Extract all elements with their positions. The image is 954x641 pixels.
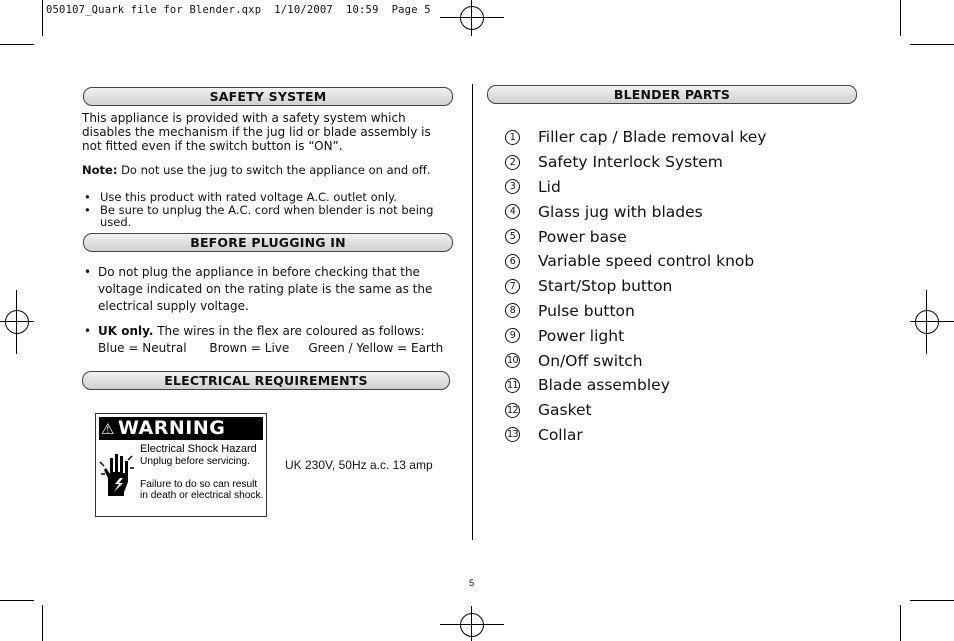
list-item bbox=[505, 299, 766, 324]
part-number: 2 bbox=[505, 155, 520, 170]
part-label: Power base bbox=[538, 227, 627, 246]
part-label: Collar bbox=[538, 425, 583, 444]
part-number: 3 bbox=[505, 179, 520, 194]
warning-triangle-icon: ⚠ bbox=[101, 420, 115, 438]
part-number: 13 bbox=[506, 429, 519, 441]
wire-blue: Blue = Neutral bbox=[98, 341, 187, 355]
part-label: On/Off switch bbox=[538, 351, 643, 370]
list-item bbox=[505, 323, 766, 348]
before-plugging-header: BEFORE PLUGGING IN bbox=[83, 233, 453, 252]
warning-hazard: Electrical Shock Hazard bbox=[140, 443, 257, 455]
part-number: 8 bbox=[505, 303, 520, 318]
wire-green-yellow: Green / Yellow = Earth bbox=[308, 341, 444, 355]
before-bullet-1: • Do not plug the appliance in before checking that the voltage indicated on the rating plate is the same as the electrical supply voltage. bbox=[84, 265, 433, 313]
safety-system-header: SAFETY SYSTEM bbox=[83, 87, 453, 106]
electrical-header: ELECTRICAL REQUIREMENTS bbox=[82, 371, 450, 390]
parts-list bbox=[505, 125, 766, 447]
uk-label: UK only. bbox=[98, 324, 154, 338]
list-item bbox=[505, 274, 766, 299]
safety-bullets bbox=[82, 191, 442, 229]
note-label: Note: bbox=[82, 163, 118, 177]
list-item: • Use this product with rated voltage A.C. outlet only. bbox=[82, 191, 442, 204]
wire-colours bbox=[82, 340, 452, 357]
warning-label bbox=[95, 413, 267, 517]
wire-brown: Brown = Live bbox=[209, 341, 290, 355]
list-item bbox=[505, 423, 766, 448]
uk-text: The wires in the flex are coloured as follows: bbox=[153, 324, 425, 338]
list-item bbox=[505, 348, 766, 373]
part-number: 12 bbox=[506, 404, 519, 416]
part-label: Safety Interlock System bbox=[538, 153, 723, 172]
list-item bbox=[505, 150, 766, 175]
blender-parts-header: BLENDER PARTS bbox=[487, 85, 857, 104]
part-number: 11 bbox=[506, 379, 519, 391]
electrical-rating: UK 230V, 50Hz a.c. 13 amp bbox=[285, 458, 433, 472]
uk-only-bullet: • UK only. The wires in the flex are coloured as follows: Blue = Neutral Brown = Live Green / Yellow = Earth bbox=[82, 323, 452, 357]
list-item bbox=[505, 373, 766, 398]
part-number: 9 bbox=[505, 328, 520, 343]
safety-body: This appliance is provided with a safety system which disables the mechanism if the jug lid or blade assembly is not fitted even if the switch button is “ON”. bbox=[82, 111, 431, 153]
list-item bbox=[505, 125, 766, 150]
warning-unplug: Unplug before servicing. bbox=[140, 456, 250, 467]
part-number: 1 bbox=[505, 130, 520, 145]
list-item bbox=[505, 175, 766, 200]
safety-note bbox=[82, 164, 454, 177]
part-label: Pulse button bbox=[538, 301, 635, 320]
part-label: Variable speed control knob bbox=[538, 252, 755, 271]
part-label: Glass jug with blades bbox=[538, 202, 703, 221]
part-label: Gasket bbox=[538, 401, 592, 420]
part-number: 4 bbox=[505, 204, 520, 219]
list-item: • Be sure to unplug the A.C. cord when blender is not being used. bbox=[82, 204, 442, 229]
list-item bbox=[505, 199, 766, 224]
list-item bbox=[505, 249, 766, 274]
part-number: 10 bbox=[506, 355, 519, 367]
electric-shock-hand-icon bbox=[98, 448, 138, 500]
part-label: Power light bbox=[538, 326, 625, 345]
list-item bbox=[505, 224, 766, 249]
before-bullet-text: Do not plug the appliance in before checking that the voltage indicated on the rating plate is the same as the electrical supply voltage. bbox=[98, 265, 433, 313]
column-divider bbox=[472, 84, 473, 540]
part-label: Lid bbox=[538, 177, 561, 196]
page-number: 5 bbox=[469, 578, 475, 589]
part-label: Filler cap / Blade removal key bbox=[538, 128, 767, 147]
part-number: 7 bbox=[505, 279, 520, 294]
part-label: Start/Stop button bbox=[538, 277, 673, 296]
warning-heading-text: WARNING bbox=[117, 417, 226, 439]
file-slug: 050107_Quark file for Blender.qxp 1/10/2007 10:59 Page 5 bbox=[46, 4, 431, 16]
part-number: 6 bbox=[505, 254, 520, 269]
note-text: Do not use the jug to switch the appliance on and off. bbox=[117, 163, 431, 177]
part-number: 5 bbox=[505, 229, 520, 244]
part-label: Blade assembley bbox=[538, 376, 670, 395]
list-item bbox=[505, 398, 766, 423]
warning-failure: Failure to do so can result in death or electrical shock. bbox=[140, 479, 264, 501]
warning-heading bbox=[99, 417, 263, 440]
